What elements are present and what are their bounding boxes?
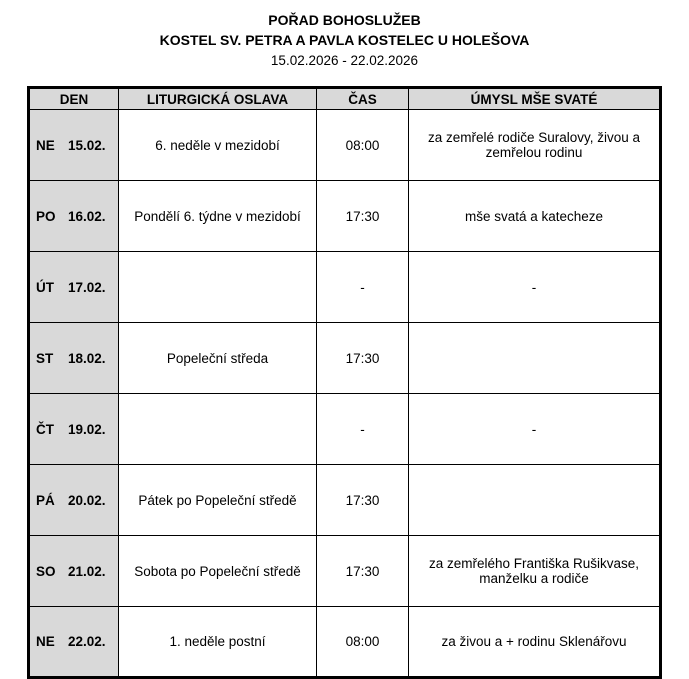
day-abbr: PÁ — [36, 492, 55, 508]
intention-cell: - — [409, 394, 661, 465]
time-cell: - — [317, 394, 409, 465]
day-cell — [29, 465, 119, 536]
time-cell: 17:30 — [317, 465, 409, 536]
day-cell — [29, 394, 119, 465]
day-abbr: SO — [36, 563, 56, 579]
table-row — [29, 394, 661, 465]
column-header-umysl: ÚMYSL MŠE SVATÉ — [409, 88, 661, 110]
table-row — [29, 181, 661, 252]
header-row — [29, 88, 661, 110]
page-title: POŘAD BOHOSLUŽEB — [268, 12, 421, 28]
table-row — [29, 465, 661, 536]
celebration-cell: Pondělí 6. týdne v mezidobí — [119, 181, 317, 252]
intention-cell: - — [409, 252, 661, 323]
intention-cell: za zemřelého Františka Rušikvase, manželku a rodiče — [409, 536, 661, 607]
day-date: 18.02. — [68, 350, 106, 366]
celebration-cell: Popeleční středa — [119, 323, 317, 394]
day-date: 16.02. — [68, 208, 106, 224]
time-cell: - — [317, 252, 409, 323]
day-date: 22.02. — [68, 634, 106, 650]
celebration-cell: 1. neděle postní — [119, 607, 317, 678]
table-row — [29, 252, 661, 323]
day-cell — [29, 252, 119, 323]
celebration-cell: Sobota po Popeleční středě — [119, 536, 317, 607]
celebration-cell — [119, 394, 317, 465]
table-row — [29, 110, 661, 181]
day-cell — [29, 110, 119, 181]
day-date: 19.02. — [68, 421, 106, 437]
intention-cell: mše svatá a katecheze — [409, 181, 661, 252]
table-row — [29, 536, 661, 607]
day-abbr: PO — [36, 208, 56, 224]
day-abbr: ST — [36, 350, 54, 366]
day-date: 17.02. — [68, 279, 106, 295]
celebration-cell — [119, 252, 317, 323]
table-row — [29, 323, 661, 394]
time-cell: 17:30 — [317, 181, 409, 252]
table-row — [29, 607, 661, 678]
column-header-den: DEN — [29, 88, 119, 110]
column-header-cas: ČAS — [317, 88, 409, 110]
intention-cell — [409, 465, 661, 536]
schedule-table — [27, 86, 662, 679]
celebration-cell: Pátek po Popeleční středě — [119, 465, 317, 536]
page-subtitle: KOSTEL SV. PETRA A PAVLA KOSTELEC U HOLEŠOVA — [159, 32, 530, 49]
time-cell: 08:00 — [317, 607, 409, 678]
day-cell — [29, 323, 119, 394]
day-date: 15.02. — [68, 137, 106, 153]
day-cell — [29, 607, 119, 678]
time-cell: 17:30 — [317, 536, 409, 607]
day-cell — [29, 181, 119, 252]
day-abbr: NE — [36, 137, 55, 153]
day-abbr: NE — [36, 634, 55, 650]
intention-cell: za zemřelé rodiče Suralovy, živou a zemřelou rodinu — [409, 110, 661, 181]
column-header-liturgicka-oslava: LITURGICKÁ OSLAVA — [119, 88, 317, 110]
day-date: 20.02. — [68, 492, 106, 508]
document-header — [0, 10, 689, 70]
date-range: 15.02.2026 - 22.02.2026 — [270, 52, 419, 68]
celebration-cell: 6. neděle v mezidobí — [119, 110, 317, 181]
time-cell: 08:00 — [317, 110, 409, 181]
intention-cell — [409, 323, 661, 394]
time-cell: 17:30 — [317, 323, 409, 394]
day-cell — [29, 536, 119, 607]
day-date: 21.02. — [68, 563, 106, 579]
day-abbr: ÚT — [36, 279, 54, 295]
intention-cell: za živou a + rodinu Sklenářovu — [409, 607, 661, 678]
day-abbr: ČT — [36, 421, 54, 437]
